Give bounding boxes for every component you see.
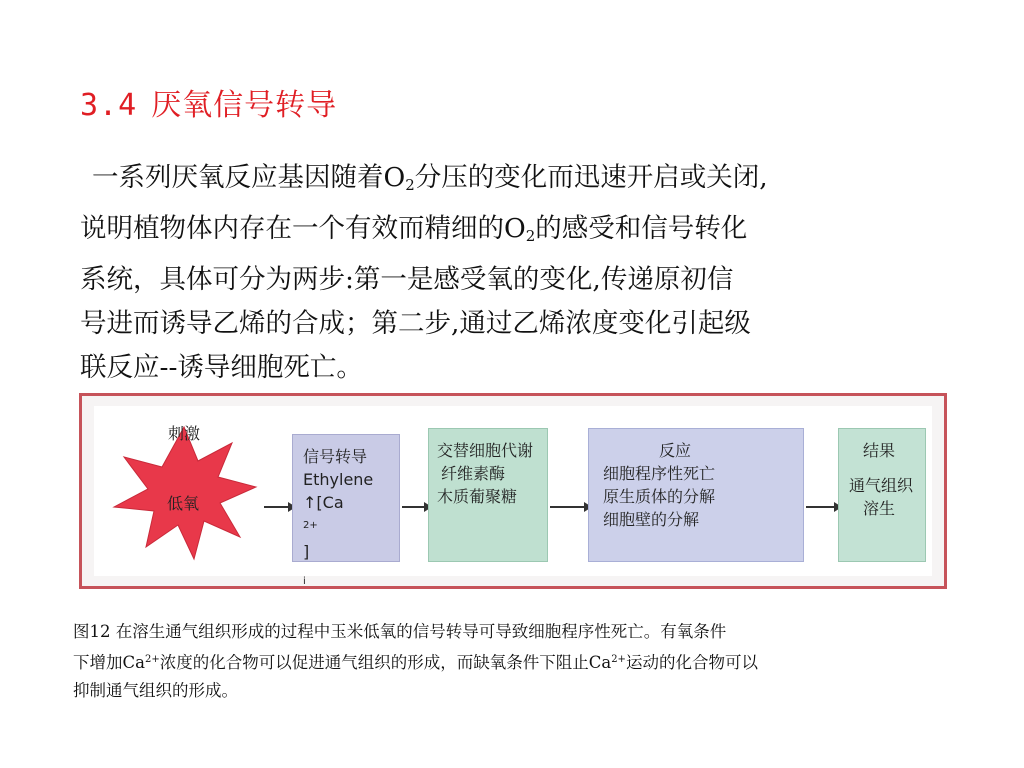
section-number: 3.4: [80, 88, 138, 123]
metabolism-box: [428, 428, 548, 562]
box-line: 细胞壁的分解: [603, 510, 700, 529]
box-text-segment: ↑[Ca: [303, 493, 344, 512]
body-text-segment: 的感受和信号转化: [535, 213, 748, 244]
box-line: 信号转导: [303, 447, 368, 466]
caption-line-3: 抑制通气组织的形成。: [73, 681, 238, 700]
box-line: 交替细胞代谢: [437, 441, 534, 460]
body-text-segment: 分压的变化而迅速开启或关闭,: [414, 162, 768, 193]
caption-text-segment: 运动的化合物可以: [625, 653, 758, 672]
subscript: 2: [405, 176, 415, 194]
body-text-segment: 说明植物体内存在一个有效而精细的O: [80, 213, 526, 244]
box-line: Ethylene: [303, 470, 374, 489]
body-line-3: 系统，具体可分为两步:第一是感受氧的变化,传递原初信: [80, 264, 734, 295]
box-line: 通气组织: [849, 476, 914, 495]
body-line-5: 联反应--诱导细胞死亡。: [80, 352, 363, 383]
box-line: 结果: [863, 441, 896, 460]
body-line-2: [80, 207, 960, 258]
body-line-1: [80, 156, 960, 207]
caption-line-2: [73, 646, 993, 677]
box-line: 纤维素酶: [441, 464, 506, 483]
superscript: 2+: [303, 520, 318, 531]
box-line: 木质葡聚糖: [437, 487, 518, 506]
subscript: 2: [525, 227, 536, 245]
body-paragraph: [80, 156, 960, 390]
stimulus-center-label: 低氧: [167, 494, 200, 513]
arrow-icon: [402, 506, 426, 508]
hypoxia-stimulus: [104, 409, 264, 569]
box-line: 反应: [659, 441, 692, 460]
section-title-text: 厌氧信号转导: [151, 88, 338, 123]
figure-caption: [73, 618, 993, 705]
arrow-icon: [264, 506, 290, 508]
body-text-segment: 一系列厌氧反应基因随着O: [92, 162, 406, 193]
signal-transduction-box: [292, 434, 400, 588]
superscript: 2+: [144, 654, 160, 665]
figure-canvas: [94, 406, 932, 588]
arrow-icon: [550, 506, 586, 508]
superscript: 2+: [611, 654, 626, 665]
box-line: 原生质体的分解: [603, 487, 716, 506]
calcium-line: [303, 491, 399, 594]
section-title: [80, 80, 337, 124]
caption-text-segment: 浓度的化合物可以促进通气组织的形成，而缺氧条件下阻止Ca: [159, 653, 612, 672]
arrow-icon: [806, 506, 836, 508]
stimulus-label: 刺激: [168, 424, 201, 443]
result-box: [838, 428, 926, 562]
box-text-segment: ]: [303, 542, 310, 562]
caption-text-segment: 下增加Ca: [73, 653, 145, 672]
body-line-4: 号进而诱导乙烯的合成；第二步,通过乙烯浓度变化引起级: [80, 308, 751, 339]
signal-pathway-figure: [79, 393, 947, 589]
subscript: i: [303, 576, 306, 588]
box-line: 细胞程序性死亡: [603, 464, 716, 483]
response-box: [588, 428, 804, 562]
box-line: 溶生: [863, 499, 896, 518]
caption-line-1: 图12 在溶生通气组织形成的过程中玉米低氧的信号转导可导致细胞程序性死亡。有氧条件: [73, 622, 727, 641]
